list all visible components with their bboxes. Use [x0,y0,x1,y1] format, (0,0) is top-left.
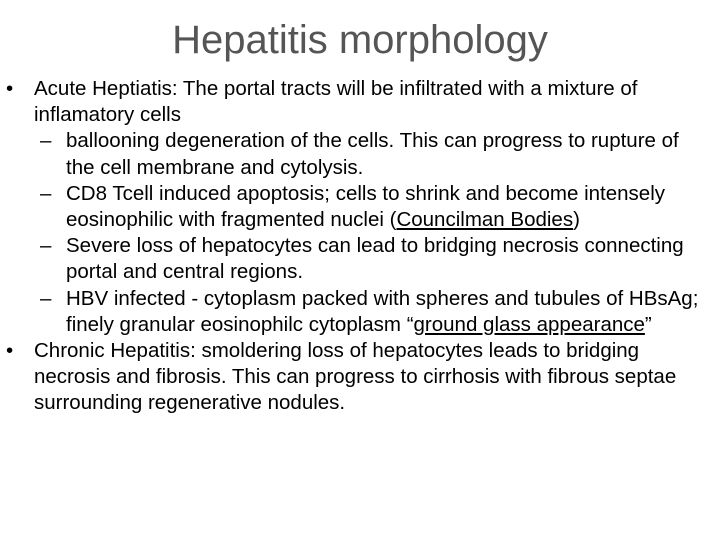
sub-bullet-text: HBV infected - cytoplasm packed with spheres and tubules of HBsAg; finely granular eosinophilc cytoplasm “ [66,286,699,336]
sub-bullet-apoptosis [0,181,720,233]
sub-bullet-marker: – [40,286,52,310]
sub-bullet-text-end: ) [573,208,580,232]
ground-glass-appearance-link[interactable]: ground glass appearance [413,312,645,336]
bullet-chronic-hepatitis [0,338,720,417]
sub-bullet-marker: – [40,181,52,205]
councilman-bodies-link[interactable]: Councilman Bodies [396,208,574,232]
slide-title: Hepatitis morphology [172,18,548,62]
sub-bullet-hbv [0,286,720,338]
bullet-text: Chronic Hepatitis: smoldering loss of hepatocytes leads to bridging necrosis and fibrosis. This can progress to cirrhosis with fibrous septae surrounding regenerative nodules. [34,339,677,415]
sub-bullet-ballooning [0,128,720,180]
sub-bullet-marker: – [40,234,52,258]
sub-bullet-text: Severe loss of hepatocytes can lead to bridging necrosis connecting portal and central regions. [66,234,684,284]
bullet-marker: • [6,77,14,100]
sub-bullet-marker: – [40,129,52,153]
sub-bullet-bridging-necrosis [0,233,720,285]
bullet-acute-hepatitis [0,76,720,128]
bullet-marker: • [6,339,14,363]
bullet-text: Acute Heptiatis: The portal tracts will be infiltrated with a mixture of inflamatory cells [34,77,638,127]
slide-body [0,76,720,417]
sub-bullet-text: ballooning degeneration of the cells. This can progress to rupture of the cell membrane and cytolysis. [66,129,679,179]
sub-bullet-text: CD8 Tcell induced apoptosis; cells to shrink and become intensely eosinophilic with fragmented nuclei ( [66,181,666,232]
sub-bullet-text-end: ” [644,312,652,336]
